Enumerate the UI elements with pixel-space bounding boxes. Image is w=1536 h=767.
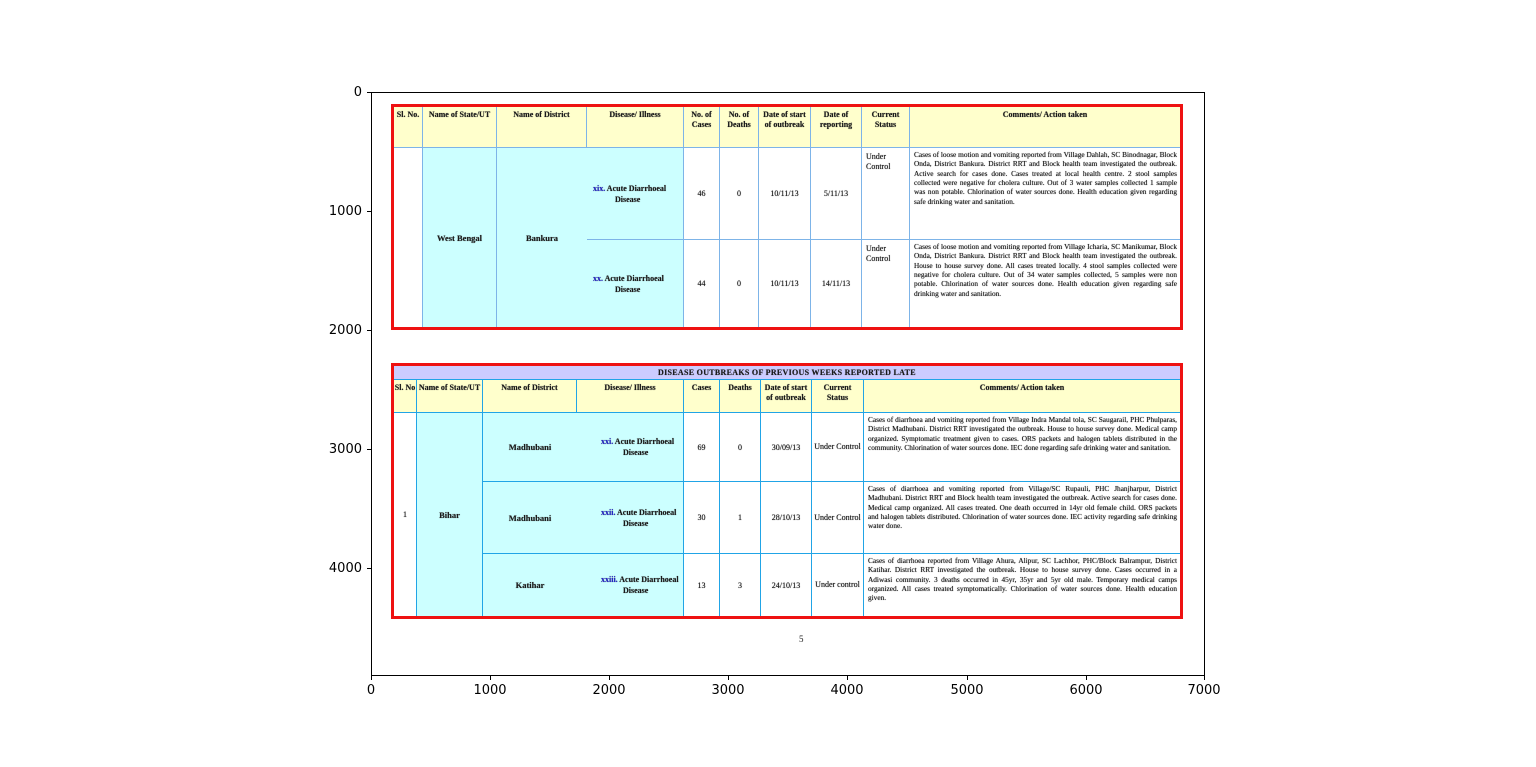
x-tick-label: 0 xyxy=(366,683,376,698)
reporting-date-cell: 14/11/13 xyxy=(811,240,862,327)
column-header: Date of start of outbreak xyxy=(761,380,812,413)
x-tick-mark xyxy=(490,676,491,680)
x-tick-mark xyxy=(728,676,729,680)
column-header: Sl. No xyxy=(394,380,417,413)
x-tick-label: 6000 xyxy=(1069,683,1103,698)
y-tick-mark xyxy=(367,330,371,331)
column-header: Name of State/UT xyxy=(417,380,483,413)
column-header: No. of Cases xyxy=(684,107,720,148)
state-cell: Bihar xyxy=(417,413,483,616)
x-tick-mark xyxy=(847,676,848,680)
disease-cell xyxy=(577,554,684,616)
disease-name: Acute Diarrhoeal Disease xyxy=(617,507,677,528)
start-date-cell: 10/11/13 xyxy=(759,148,811,240)
y-tick-label: 3000 xyxy=(328,442,362,457)
x-tick-mark xyxy=(967,676,968,680)
disease-cell xyxy=(577,482,684,554)
disease-name: Acute Diarrhoeal Disease xyxy=(606,183,667,204)
cases-cell: 46 xyxy=(684,148,720,240)
district-cell: Bankura xyxy=(497,148,587,327)
y-tick-label: 2000 xyxy=(328,323,362,338)
start-date-cell: 28/10/13 xyxy=(761,482,812,554)
x-tick-label: 5000 xyxy=(950,683,984,698)
list-marker: xix. xyxy=(593,183,606,193)
comments-cell: Cases of diarrhoea reported from Village Ahura, Alipur, SC Lachhor, PHC/Block Balrampur, District Katihar. District RRT investigated the outbreak. House to house survey done. Cases occurred in a Adiwasi community. 3 deaths occurred in 45yr, 35yr and 5yr old male. Temporary medical camps organized. All cases treated symptomatically. Chlorination of water sources done. Health education given. xyxy=(868,556,1177,603)
column-header: Name of State/UT xyxy=(423,107,497,148)
reporting-date-cell: 5/11/13 xyxy=(811,148,862,240)
y-tick-mark xyxy=(367,211,371,212)
disease-name: Acute Diarrhoeal Disease xyxy=(619,575,679,595)
column-header: Name of District xyxy=(483,380,577,413)
deaths-cell: 3 xyxy=(720,554,761,616)
column-header: Name of District xyxy=(497,107,587,148)
x-tick-mark xyxy=(371,676,372,680)
disease-cell xyxy=(577,413,684,482)
column-header: Date of reporting xyxy=(811,107,862,148)
y-tick-label: 1000 xyxy=(328,204,362,219)
document-page-number: 5 xyxy=(799,634,804,644)
column-header: Deaths xyxy=(720,380,761,413)
x-tick-label: 2000 xyxy=(592,683,626,698)
deaths-cell: 0 xyxy=(720,413,761,482)
deaths-cell: 0 xyxy=(720,240,759,327)
district-cell: Katihar xyxy=(483,554,577,616)
disease-cell xyxy=(587,240,684,327)
cases-cell: 69 xyxy=(684,413,720,482)
x-tick-mark xyxy=(1204,676,1205,680)
column-header: Comments/ Action taken xyxy=(864,380,1180,413)
start-date-cell: 10/11/13 xyxy=(759,240,811,327)
y-tick-mark xyxy=(367,449,371,450)
y-tick-label: 4000 xyxy=(328,561,362,576)
x-tick-label: 3000 xyxy=(711,683,745,698)
x-tick-mark xyxy=(1086,676,1087,680)
column-header: Disease/ Illness xyxy=(587,107,684,148)
x-tick-mark xyxy=(609,676,610,680)
column-header: No. of Deaths xyxy=(720,107,759,148)
sl-no-cell: 1 xyxy=(394,413,417,616)
y-tick-mark xyxy=(367,568,371,569)
sl-no-cell xyxy=(394,148,423,327)
comments-cell: Cases of diarrhoea and vomiting reported from Village Indra Mandal tola, SC Saugarail, PHC Phulparas, District Madhubani. District RRT investigated the outbreak. House to house survey done. Medical camp organized. Symptomatic treatment given to cases. ORS packets and halogen tablets distributed in the community. Chlorination of water sources done. IEC done regarding safe drinking water and sanitation. xyxy=(864,413,1180,482)
status-cell: Under Control xyxy=(812,413,864,482)
list-marker: xxii. xyxy=(601,507,616,517)
start-date-cell: 30/09/13 xyxy=(761,413,812,482)
x-tick-label: 1000 xyxy=(473,683,507,698)
comments-cell: Cases of loose motion and vomiting reported from Village Dahlah, SC Binodnagar, Block Onda, District Bankura. District RRT and Block health team investigated the outbreak. Active search for cases done. Cases treated at local health centre. 2 stool samples collected were negative for cholera culture. Out of 3 water samples collected 1 sample was non potable. Chlorination of water sources done. Health education given regarding safe drinking water and sanitation. xyxy=(910,148,1180,240)
start-date-cell: 24/10/13 xyxy=(761,554,812,616)
status-cell: Under control xyxy=(812,554,864,616)
column-header: Cases xyxy=(684,380,720,413)
column-header: Disease/ Illness xyxy=(577,380,684,413)
status-cell: Under Control xyxy=(862,240,910,327)
list-marker: xx. xyxy=(593,273,603,283)
disease-name: Acute Diarrhoeal Disease xyxy=(604,273,664,294)
column-header: Sl. No. xyxy=(394,107,423,148)
district-cell: Madhubani xyxy=(483,413,577,482)
column-header: Date of start of outbreak xyxy=(759,107,811,148)
deaths-cell: 1 xyxy=(720,482,761,554)
column-header: Comments/ Action taken xyxy=(910,107,1180,148)
comments-cell: Cases of loose motion and vomiting reported from Village Icharia, SC Manikumar, Block Onda, District Bankura. District RRT and Block health team investigated the outbreak. House to house survey done. All cases treated locally. 4 stool samples collected were negative for cholera culture. Out of 34 water samples collected, 5 samples were non potable. Chlorination of water sources done. Health education given regarding safe drinking water and sanitation. xyxy=(914,242,1177,298)
x-tick-label: 4000 xyxy=(830,683,864,698)
district-cell: Madhubani xyxy=(483,482,577,554)
list-marker: xxi. xyxy=(601,437,614,446)
deaths-cell: 0 xyxy=(720,148,759,240)
column-header: Current Status xyxy=(862,107,910,148)
list-marker: xxiii. xyxy=(601,575,618,584)
y-tick-label: 0 xyxy=(353,85,362,100)
status-cell: Under Control xyxy=(812,482,864,554)
outbreak-table-current xyxy=(391,104,1183,330)
disease-name: Acute Diarrhoeal Disease xyxy=(614,437,675,457)
disease-cell xyxy=(587,148,684,240)
table-title: DISEASE OUTBREAKS OF PREVIOUS WEEKS REPORTED LATE xyxy=(394,366,1180,380)
outbreak-table-late xyxy=(391,363,1183,619)
comments-cell: Cases of diarrhoea and vomiting reported from Village/SC Rupauli, PHC Jhanjharpur, District Madhubani. District RRT and Block health team investigated the outbreak. Active search for cases done. Medical camp organized. All cases treated. One death occurred in 14yr old female child. ORS packets and halogen tablets distributed. Chlorination of water sources done. IEC activity regarding safe drinking water done. xyxy=(864,482,1180,554)
y-tick-mark xyxy=(367,92,371,93)
status-cell: Under Control xyxy=(862,148,910,240)
x-tick-label: 7000 xyxy=(1187,683,1221,698)
cases-cell: 13 xyxy=(684,554,720,616)
cases-cell: 44 xyxy=(684,240,720,327)
cases-cell: 30 xyxy=(684,482,720,554)
state-cell: West Bengal xyxy=(423,148,497,327)
column-header: Current Status xyxy=(812,380,864,413)
